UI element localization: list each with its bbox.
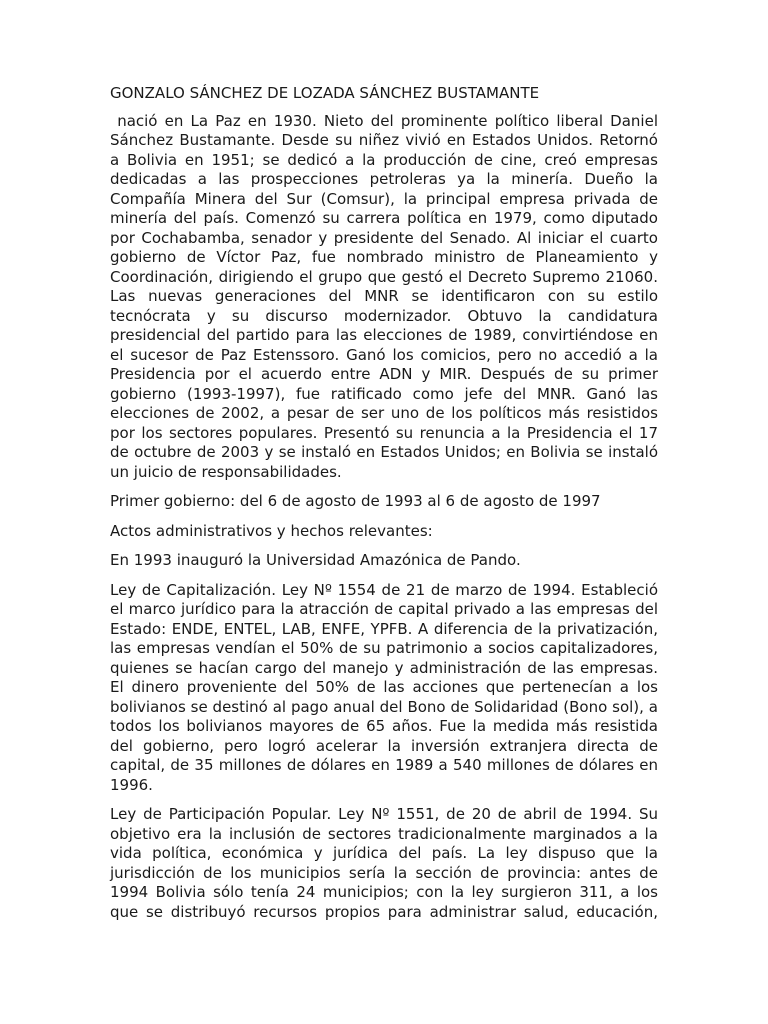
paragraph-biography: nació en La Paz en 1930. Nieto del prominente político liberal Daniel Sánchez Bustamante. Desde su niñez vivió en Estados Unidos. Retornó a Bolivia en 1951; se dedicó a la producción de cine, creó empresas dedicadas a las prospecciones petroleras ya la minería. Dueño la Compañía Minera del Sur (Comsur), la principal empresa privada de minería del país. Comenzó su carrera política en 1979, como diputado por Cochabamba, senador y presidente del Senado. Al iniciar el cuarto gobierno de Víctor Paz, fue nombrado ministro de Planeamiento y Coordinación, dirigiendo el grupo que gestó el Decreto Supremo 21060. Las nuevas generaciones del MNR se identificaron con su estilo tecnócrata y su discurso modernizador. Obtuvo la candidatura presidencial del partido para las elecciones de 1989, convirtiéndose en el sucesor de Paz Estenssoro. Ganó los comicios, pero no accedió a la Presidencia por el acuerdo entre ADN y MIR. Después de su primer gobierno (1993-1997), fue ratificado como jefe del MNR. Ganó las elecciones de 2002, a pesar de ser uno de los políticos más resistidos por los sectores populares. Presentó su renuncia a la Presidencia el 17 de octubre de 2003 y se instaló en Estados Unidos; en Bolivia se instaló un juicio de responsabilidades. <box>110 111 663 481</box>
paragraph-capitalization-law: Ley de Capitalización. Ley Nº 1554 de 21 de marzo de 1994. Estableció el marco jurídico para la atracción de capital privado a las empresas del Estado: ENDE, ENTEL, LAB, ENFE, YPFB. A diferencia de la privatización, las empresas vendían el 50% de su patrimonio a socios capitalizadores, quienes se hacían cargo del manejo y administración de las empresas. El dinero proveniente del 50% de las acciones que pertenecían a los bolivianos se destinó al pago anual del Bono de Solidaridad (Bono sol), a todos los bolivianos mayores de 65 años. Fue la medida más resistida del gobierno, pero logró acelerar la inversión extranjera directa de capital, de 35 millones de dólares en 1989 a 540 millones de dólares en 1996. <box>110 580 658 794</box>
paragraph-university: En 1993 inauguró la Universidad Amazónica de Pando. <box>110 551 521 569</box>
paragraph-first-government: Primer gobierno: del 6 de agosto de 1993 al 6 de agosto de 1997 <box>110 492 601 510</box>
document-page <box>110 84 663 932</box>
paragraph-popular-participation-law: Ley de Participación Popular. Ley Nº 1551, de 20 de abril de 1994. Su objetivo era la inclusión de sectores tradicionalmente marginados a la vida política, económica y jurídica del país. La ley dispuso que la jurisdicción de los municipios sería la sección de provincia: antes de 1994 Bolivia sólo tenía 24 municipios; con la ley surgieron 311, a los que se distribuyó recursos propios para administrar salud, educación, <box>110 805 658 921</box>
paragraph-acts-heading: Actos administrativos y hechos relevantes: <box>110 521 433 540</box>
document-title: GONZALO SÁNCHEZ DE LOZADA SÁNCHEZ BUSTAMANTE <box>110 84 540 102</box>
